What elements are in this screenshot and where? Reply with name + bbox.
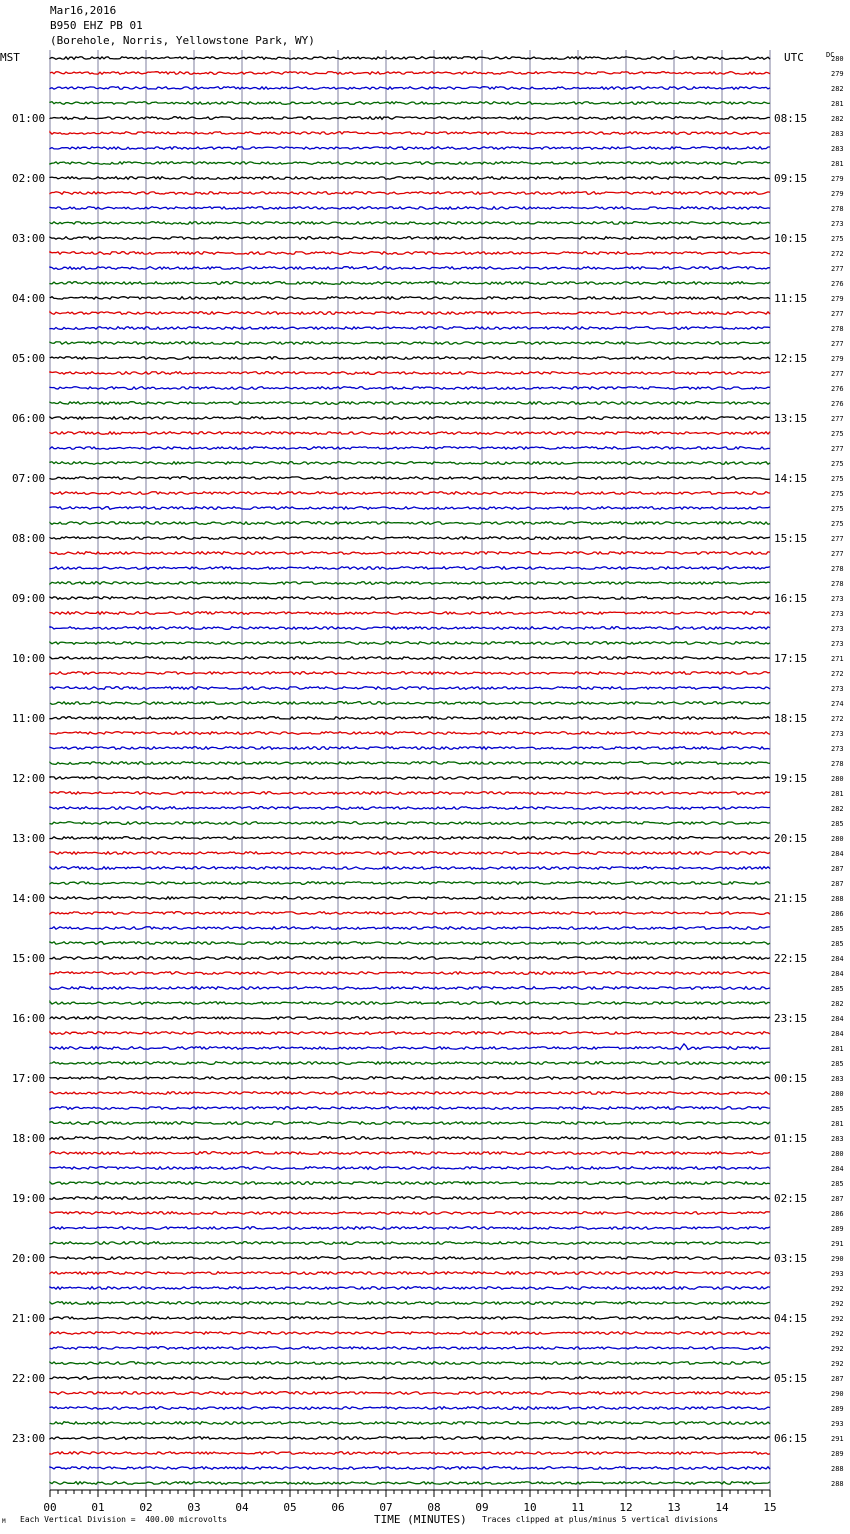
dc-value: 280: [831, 1090, 844, 1098]
trace-row: [50, 267, 770, 270]
left-hour-label: 13:00: [12, 832, 46, 845]
x-tick-label: 04: [235, 1501, 249, 1514]
trace-row: [50, 987, 770, 990]
dc-value: 279: [831, 70, 844, 78]
dc-value: 290: [831, 1390, 844, 1398]
dc-value: 277: [831, 445, 844, 453]
left-hour-label: 16:00: [12, 1012, 46, 1025]
dc-value: 288: [831, 1465, 844, 1473]
header-station: B950 EHZ PB 01: [50, 19, 143, 32]
trace-row: [50, 1407, 770, 1410]
dc-value: 287: [831, 865, 844, 873]
dc-value: 273: [831, 730, 844, 738]
trace-row: [50, 1437, 770, 1440]
trace-row: [50, 402, 770, 405]
dc-value: 273: [831, 220, 844, 228]
trace-row: [50, 1122, 770, 1125]
trace-row: [50, 807, 770, 810]
left-hour-label: 20:00: [12, 1252, 46, 1265]
dc-value: 272: [831, 715, 844, 723]
left-hour-label: 01:00: [12, 112, 46, 125]
dc-value: 284: [831, 1165, 844, 1173]
right-hour-label: 19:15: [774, 772, 808, 785]
trace-row: [50, 312, 770, 315]
x-tick-label: 14: [715, 1501, 729, 1514]
dc-value: 281: [831, 790, 844, 798]
trace-row: [50, 297, 770, 300]
trace-row: [50, 1062, 770, 1065]
dc-value: 279: [831, 190, 844, 198]
trace-row: [50, 372, 770, 375]
dc-value: 282: [831, 1000, 844, 1008]
dc-value: 277: [831, 265, 844, 273]
trace-row: [50, 477, 770, 480]
dc-value: 275: [831, 475, 844, 483]
dc-label: DC: [826, 51, 835, 59]
trace-row: [50, 1482, 770, 1485]
x-tick-label: 10: [523, 1501, 537, 1514]
left-hour-label: 18:00: [12, 1132, 46, 1145]
dc-value: 278: [831, 580, 844, 588]
trace-row: [50, 627, 770, 630]
dc-value: 273: [831, 685, 844, 693]
trace-row: [50, 1077, 770, 1080]
left-hour-label: 15:00: [12, 952, 46, 965]
dc-value: 273: [831, 640, 844, 648]
right-hour-label: 18:15: [774, 712, 808, 725]
trace-row: [50, 462, 770, 465]
trace-row: [50, 1092, 770, 1095]
trace-row: [50, 582, 770, 585]
x-tick-label: 01: [91, 1501, 105, 1514]
x-tick-label: 02: [139, 1501, 153, 1514]
trace-row: [50, 657, 770, 660]
dc-value: 271: [831, 655, 844, 663]
dc-value: 289: [831, 1405, 844, 1413]
clip-note: Traces clipped at plus/minus 5 vertical divisions: [482, 1515, 719, 1524]
right-hour-label: 09:15: [774, 172, 808, 185]
trace-row: [50, 1197, 770, 1200]
trace-row: [50, 492, 770, 495]
dc-value: 275: [831, 235, 844, 243]
trace-row: [50, 417, 770, 420]
left-hour-label: 04:00: [12, 292, 46, 305]
scale-note: Each Vertical Division = 400.00 microvolts: [20, 1515, 228, 1524]
dc-value: 287: [831, 1195, 844, 1203]
dc-value: 286: [831, 910, 844, 918]
trace-row: [50, 942, 770, 945]
dc-value: 284: [831, 1030, 844, 1038]
trace-row: [50, 1347, 770, 1350]
trace-row: [50, 567, 770, 570]
header-location: (Borehole, Norris, Yellowstone Park, WY): [50, 34, 315, 47]
right-hour-label: 15:15: [774, 532, 808, 545]
dc-value: 281: [831, 160, 844, 168]
trace-row: [50, 192, 770, 195]
trace-row: [50, 882, 770, 885]
dc-value: 275: [831, 490, 844, 498]
dc-value: 287: [831, 1375, 844, 1383]
dc-value: 285: [831, 940, 844, 948]
trace-row: [50, 972, 770, 975]
trace-row: [50, 1452, 770, 1455]
trace-row: [50, 387, 770, 390]
right-hour-label: 02:15: [774, 1192, 808, 1205]
dc-value: 289: [831, 1450, 844, 1458]
trace-row: [50, 117, 770, 120]
trace-row: [50, 237, 770, 240]
trace-row: [50, 507, 770, 510]
trace-row: [50, 642, 770, 645]
trace-row: [50, 792, 770, 795]
right-hour-label: 14:15: [774, 472, 808, 485]
trace-row: [50, 1167, 770, 1170]
trace-row: [50, 1257, 770, 1260]
dc-value: 285: [831, 925, 844, 933]
dc-value: 278: [831, 205, 844, 213]
dc-value: 285: [831, 985, 844, 993]
right-hour-label: 13:15: [774, 412, 808, 425]
trace-row: [50, 147, 770, 150]
dc-value: 277: [831, 340, 844, 348]
dc-value: 291: [831, 1240, 844, 1248]
dc-value: 280: [831, 55, 844, 63]
trace-row: [50, 957, 770, 960]
trace-row: [50, 132, 770, 135]
trace-row: [50, 552, 770, 555]
trace-row: [50, 762, 770, 765]
dc-value: 279: [831, 355, 844, 363]
trace-row: [50, 537, 770, 540]
dc-value: 284: [831, 850, 844, 858]
trace-row: [50, 852, 770, 855]
dc-value: 272: [831, 250, 844, 258]
trace-row: [50, 522, 770, 525]
trace-row: [50, 672, 770, 675]
left-hour-label: 03:00: [12, 232, 46, 245]
dc-value: 291: [831, 1435, 844, 1443]
left-hour-label: 09:00: [12, 592, 46, 605]
dc-value: 293: [831, 1270, 844, 1278]
dc-value: 280: [831, 835, 844, 843]
left-axis-label: MST: [0, 51, 20, 64]
x-tick-label: 09: [475, 1501, 489, 1514]
right-hour-label: 16:15: [774, 592, 808, 605]
dc-value: 277: [831, 415, 844, 423]
dc-value: 292: [831, 1330, 844, 1338]
right-hour-label: 23:15: [774, 1012, 808, 1025]
dc-value: 276: [831, 400, 844, 408]
trace-row: [50, 1422, 770, 1425]
right-hour-label: 17:15: [774, 652, 808, 665]
right-hour-label: 12:15: [774, 352, 808, 365]
trace-row: [50, 1137, 770, 1140]
dc-value: 285: [831, 820, 844, 828]
x-axis-label: TIME (MINUTES): [374, 1513, 467, 1526]
dc-value: 285: [831, 1060, 844, 1068]
dc-value: 273: [831, 745, 844, 753]
dc-value: 284: [831, 955, 844, 963]
trace-row: [50, 432, 770, 435]
trace-row: [50, 1467, 770, 1470]
trace-row: [50, 897, 770, 900]
dc-value: 281: [831, 1045, 844, 1053]
dc-value: 284: [831, 970, 844, 978]
corner-mark: M: [2, 1518, 6, 1525]
trace-row: [50, 687, 770, 690]
x-tick-label: 05: [283, 1501, 297, 1514]
left-hour-label: 11:00: [12, 712, 46, 725]
trace-row: [50, 1272, 770, 1275]
dc-value: 281: [831, 100, 844, 108]
x-tick-label: 03: [187, 1501, 201, 1514]
trace-row: [50, 1287, 770, 1290]
dc-value: 290: [831, 1255, 844, 1263]
dc-value: 278: [831, 325, 844, 333]
right-hour-label: 11:15: [774, 292, 808, 305]
trace-row: [50, 357, 770, 360]
dc-value: 272: [831, 670, 844, 678]
right-hour-label: 01:15: [774, 1132, 808, 1145]
dc-value: 276: [831, 385, 844, 393]
dc-value: 281: [831, 1120, 844, 1128]
trace-row: [50, 447, 770, 450]
trace-row: [50, 927, 770, 930]
dc-value: 282: [831, 115, 844, 123]
left-hour-label: 02:00: [12, 172, 46, 185]
dc-value: 279: [831, 295, 844, 303]
trace-row: [50, 1362, 770, 1365]
left-hour-label: 07:00: [12, 472, 46, 485]
trace-row: [50, 867, 770, 870]
dc-value: 283: [831, 1135, 844, 1143]
trace-row: [50, 777, 770, 780]
left-hour-label: 23:00: [12, 1432, 46, 1445]
dc-value: 280: [831, 1150, 844, 1158]
left-hour-label: 12:00: [12, 772, 46, 785]
x-tick-label: 07: [379, 1501, 393, 1514]
dc-value: 288: [831, 1480, 844, 1488]
x-tick-label: 06: [331, 1501, 345, 1514]
trace-row: [50, 282, 770, 285]
dc-value: 277: [831, 550, 844, 558]
dc-value: 273: [831, 625, 844, 633]
label-group: [12, 55, 844, 1514]
trace-row: [50, 597, 770, 600]
trace-row: [50, 57, 770, 60]
trace-row: [50, 342, 770, 345]
right-hour-label: 10:15: [774, 232, 808, 245]
dc-value: 276: [831, 280, 844, 288]
dc-value: 278: [831, 565, 844, 573]
dc-value: 275: [831, 505, 844, 513]
trace-row: [50, 162, 770, 165]
trace-row: [50, 732, 770, 735]
dc-value: 292: [831, 1300, 844, 1308]
dc-value: 282: [831, 85, 844, 93]
dc-value: 293: [831, 1420, 844, 1428]
trace-row: [50, 1317, 770, 1320]
dc-value: 292: [831, 1285, 844, 1293]
x-tick-label: 13: [667, 1501, 681, 1514]
right-hour-label: 00:15: [774, 1072, 808, 1085]
left-hour-label: 10:00: [12, 652, 46, 665]
dc-value: 273: [831, 595, 844, 603]
dc-value: 292: [831, 1345, 844, 1353]
trace-row: [50, 1242, 770, 1245]
dc-value: 280: [831, 775, 844, 783]
x-tick-label: 00: [43, 1501, 57, 1514]
right-hour-label: 08:15: [774, 112, 808, 125]
dc-value: 283: [831, 130, 844, 138]
right-hour-label: 05:15: [774, 1372, 808, 1385]
dc-value: 292: [831, 1360, 844, 1368]
trace-row: [50, 72, 770, 75]
left-hour-label: 19:00: [12, 1192, 46, 1205]
dc-value: 277: [831, 370, 844, 378]
dc-value: 287: [831, 880, 844, 888]
left-hour-label: 21:00: [12, 1312, 46, 1325]
dc-value: 286: [831, 1210, 844, 1218]
left-hour-label: 06:00: [12, 412, 46, 425]
trace-row: [50, 1002, 770, 1005]
trace-row: [50, 1302, 770, 1305]
dc-value: 283: [831, 145, 844, 153]
trace-row: [50, 612, 770, 615]
dc-value: 275: [831, 520, 844, 528]
trace-row: [50, 717, 770, 720]
right-hour-label: 21:15: [774, 892, 808, 905]
trace-row: [50, 1044, 770, 1050]
trace-row: [50, 1377, 770, 1380]
dc-value: 284: [831, 1015, 844, 1023]
dc-value: 277: [831, 310, 844, 318]
dc-value: 277: [831, 535, 844, 543]
trace-row: [50, 327, 770, 330]
x-tick-label: 08: [427, 1501, 441, 1514]
trace-row: [50, 1152, 770, 1155]
dc-value: 285: [831, 1105, 844, 1113]
dc-value: 289: [831, 1225, 844, 1233]
x-tick-label: 12: [619, 1501, 633, 1514]
trace-row: [50, 1227, 770, 1230]
trace-row: [50, 912, 770, 915]
right-axis-label: UTC: [784, 51, 804, 64]
trace-row: [50, 102, 770, 105]
x-tick-label: 11: [571, 1501, 585, 1514]
trace-row: [50, 747, 770, 750]
trace-row: [50, 222, 770, 225]
trace-row: [50, 177, 770, 180]
trace-row: [50, 822, 770, 825]
dc-value: 282: [831, 805, 844, 813]
trace-row: [50, 87, 770, 90]
right-hour-label: 04:15: [774, 1312, 808, 1325]
right-hour-label: 20:15: [774, 832, 808, 845]
trace-row: [50, 1032, 770, 1035]
dc-value: 279: [831, 175, 844, 183]
dc-value: 275: [831, 460, 844, 468]
left-hour-label: 14:00: [12, 892, 46, 905]
trace-row: [50, 837, 770, 840]
dc-value: 285: [831, 1180, 844, 1188]
trace-row: [50, 252, 770, 255]
header-date: Mar16,2016: [50, 4, 117, 17]
right-hour-label: 03:15: [774, 1252, 808, 1265]
right-hour-label: 22:15: [774, 952, 808, 965]
trace-row: [50, 1212, 770, 1215]
trace-row: [50, 1392, 770, 1395]
trace-row: [50, 1107, 770, 1110]
trace-row: [50, 1182, 770, 1185]
dc-value: 283: [831, 1075, 844, 1083]
x-tick-label: 15: [763, 1501, 777, 1514]
dc-value: 274: [831, 700, 844, 708]
trace-row: [50, 702, 770, 705]
dc-value: 288: [831, 895, 844, 903]
trace-group: [50, 57, 770, 1485]
left-hour-label: 05:00: [12, 352, 46, 365]
dc-value: 292: [831, 1315, 844, 1323]
dc-value: 273: [831, 610, 844, 618]
left-hour-label: 08:00: [12, 532, 46, 545]
trace-row: [50, 1332, 770, 1335]
left-hour-label: 22:00: [12, 1372, 46, 1385]
left-hour-label: 17:00: [12, 1072, 46, 1085]
trace-row: [50, 1017, 770, 1020]
dc-value: 275: [831, 430, 844, 438]
dc-value: 278: [831, 760, 844, 768]
right-hour-label: 06:15: [774, 1432, 808, 1445]
trace-row: [50, 207, 770, 210]
